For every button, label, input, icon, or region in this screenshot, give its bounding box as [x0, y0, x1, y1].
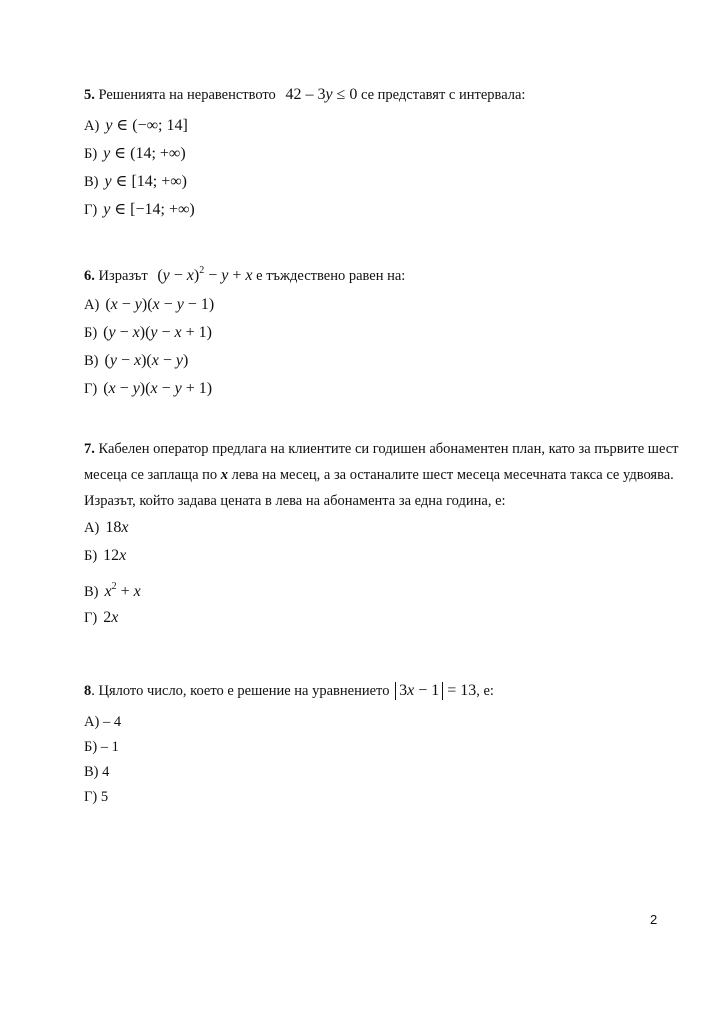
- question-stem: 8. Цялото число, което е решение на уравнението 3x − 1 = 13, е:: [84, 682, 494, 699]
- option-c[interactable]: В) y ∈ [14; +∞): [84, 173, 187, 190]
- option-d[interactable]: Г) (x − y)(x − y + 1): [84, 380, 213, 397]
- option-a[interactable]: А) y ∈ (−∞; 14]: [84, 117, 188, 134]
- option-b[interactable]: Б) (y − x)(y − x + 1): [84, 324, 212, 341]
- question-6: [84, 258, 684, 403]
- question-stem: 5. Решенията на неравенството 42 – 3y ≤ 0 се представят с интервала:: [84, 86, 526, 103]
- question-number: 5.: [84, 87, 95, 103]
- question-number: 7.: [84, 441, 95, 457]
- equation-formula: 3x − 1 = 13: [395, 682, 476, 699]
- option-d[interactable]: Г) 5: [84, 789, 109, 805]
- inequality-formula: 42 – 3y ≤ 0: [285, 86, 358, 103]
- option-a[interactable]: А) 18x: [84, 519, 129, 536]
- question-8: [84, 678, 684, 810]
- page-number: 2: [650, 912, 658, 927]
- option-c[interactable]: В) 4: [84, 764, 110, 780]
- question-stem: 7. Кабелен оператор предлага на клиентите си годишен абонаментен план, като за първите шест месеца се заплаща по x лева на месец, а за останалите шест месеца месечната такса се удвоява. Изразът, който задава цената в лева на абонамента за една година, е:: [84, 441, 679, 509]
- option-d[interactable]: Г) 2x: [84, 609, 119, 626]
- option-d[interactable]: Г) y ∈ [−14; +∞): [84, 201, 195, 218]
- expression-formula: $(y - x)^2 - y + x$: [157, 265, 253, 284]
- option-b[interactable]: Б) y ∈ (14; +∞): [84, 145, 186, 162]
- option-a[interactable]: А) – 4: [84, 714, 122, 730]
- option-a[interactable]: А) (x − y)(x − y − 1): [84, 296, 215, 313]
- option-c[interactable]: В) (y − x)(x − y): [84, 352, 189, 369]
- option-b[interactable]: Б) – 1: [84, 739, 119, 755]
- question-stem: 6. Изразът $(y - x)^2 - y + x$ е тъждествено равен на:: [84, 265, 406, 284]
- question-number: 8: [84, 683, 92, 699]
- option-b[interactable]: Б) 12x: [84, 547, 127, 564]
- option-c[interactable]: В) $x^2 + x$: [84, 581, 141, 600]
- question-7: [84, 436, 684, 632]
- question-number: 6.: [84, 268, 95, 284]
- question-5: [84, 82, 684, 224]
